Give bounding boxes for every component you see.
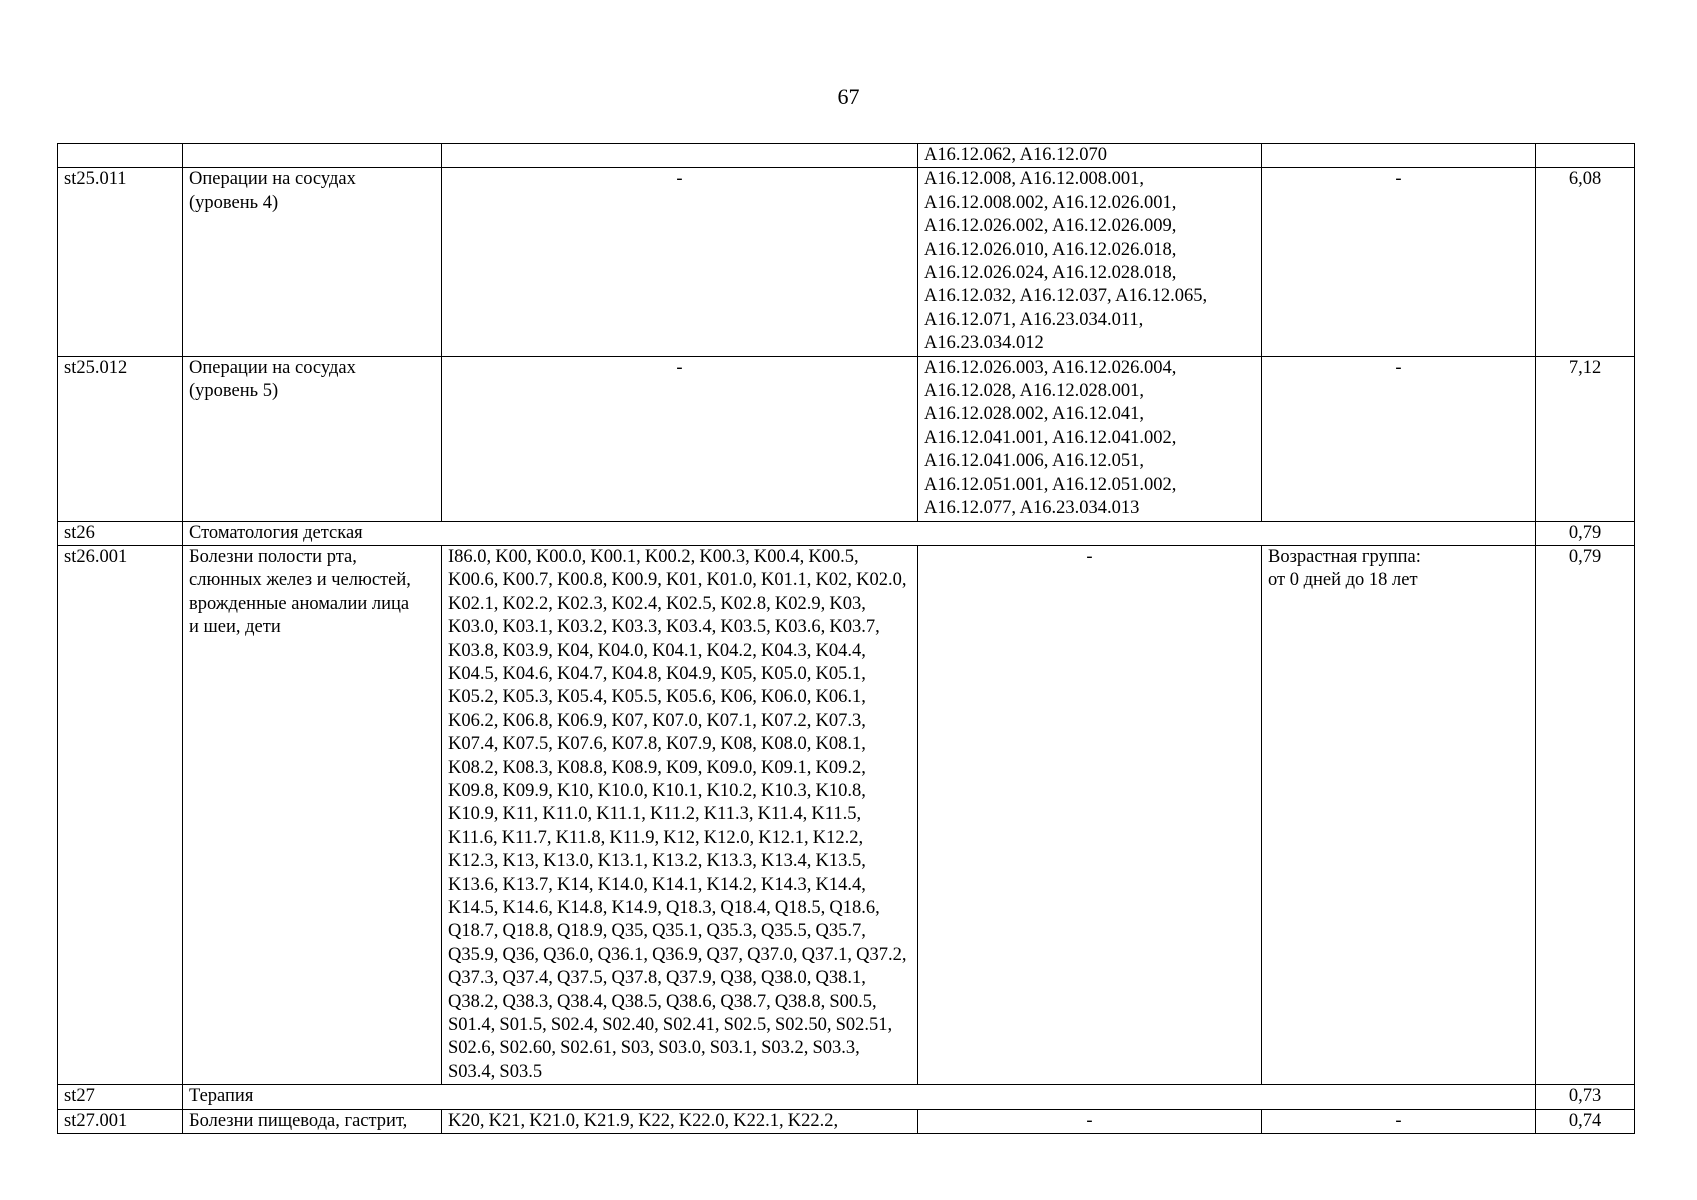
table-row xyxy=(58,168,1635,356)
ksg-code-cell xyxy=(58,144,183,168)
other-criteria-cell: - xyxy=(1262,1109,1536,1133)
table-row xyxy=(58,144,1635,168)
group-coefficient-cell: 0,73 xyxy=(1536,1085,1635,1109)
group-name-cell: Стоматология детская xyxy=(183,521,1536,545)
group-row xyxy=(58,1085,1635,1109)
service-codes-cell: A16.12.062, A16.12.070 xyxy=(918,144,1262,168)
table-row xyxy=(58,356,1635,521)
ksg-name-cell xyxy=(183,144,442,168)
group-name-cell: Терапия xyxy=(183,1085,1536,1109)
coefficient-cell: 6,08 xyxy=(1536,168,1635,356)
ksg-code-cell: st25.012 xyxy=(58,356,183,521)
service-codes-cell: A16.12.008, A16.12.008.001, A16.12.008.002, A16.12.026.001, A16.12.026.002, A16.12.026.009, A16.12.026.010, A16.12.026.018, A16.12.026.024, A16.12.028.018, A16.12.032, A16.12.037, A16.12.065, A16.12.071, A16.23.034.011, A16.23.034.012 xyxy=(918,168,1262,356)
ksg-code-cell: st25.011 xyxy=(58,168,183,356)
ksg-name-cell: Болезни пищевода, гастрит, xyxy=(183,1109,442,1133)
service-codes-cell: - xyxy=(918,545,1262,1084)
table-row xyxy=(58,545,1635,1084)
ksg-name-cell: Операции на сосудах (уровень 5) xyxy=(183,356,442,521)
group-code-cell: st27 xyxy=(58,1085,183,1109)
ksg-code-cell: st27.001 xyxy=(58,1109,183,1133)
ksg-name-cell: Болезни полости рта, слюнных желез и челюстей, врожденные аномалии лица и шеи, дети xyxy=(183,545,442,1084)
page-number: 67 xyxy=(837,84,860,109)
diagnosis-codes-cell: - xyxy=(442,356,918,521)
diagnosis-codes-cell: - xyxy=(442,168,918,356)
service-codes-cell: - xyxy=(918,1109,1262,1133)
other-criteria-cell: Возрастная группа: от 0 дней до 18 лет xyxy=(1262,545,1536,1084)
diagnosis-codes-cell: I86.0, K00, K00.0, K00.1, K00.2, K00.3, K00.4, K00.5, K00.6, K00.7, K00.8, K00.9, K01, K01.0, K01.1, K02, K02.0, K02.1, K02.2, K02.3, K02.4, K02.5, K02.8, K02.9, K03, K03.0, K03.1, K03.2, K03.3, K03.4, K03.5, K03.6, K03.7, K03.8, K03.9, K04, K04.0, K04.1, K04.2, K04.3, K04.4, K04.5, K04.6, K04.7, K04.8, K04.9, K05, K05.0, K05.1, K05.2, K05.3, K05.4, K05.5, K05.6, K06, K06.0, K06.1, K06.2, K06.8, K06.9, K07, K07.0, K07.1, K07.2, K07.3, K07.4, K07.5, K07.6, K07.8, K07.9, K08, K08.0, K08.1, K08.2, K08.3, K08.8, K08.9, K09, K09.0, K09.1, K09.2, K09.8, K09.9, K10, K10.0, K10.1, K10.2, K10.3, K10.8, K10.9, K11, K11.0, K11.1, K11.2, K11.3, K11.4, K11.5, K11.6, K11.7, K11.8, K11.9, K12, K12.0, K12.1, K12.2, K12.3, K13, K13.0, K13.1, K13.2, K13.3, K13.4, K13.5, K13.6, K13.7, K14, K14.0, K14.1, K14.2, K14.3, K14.4, K14.5, K14.6, K14.8, K14.9, Q18.3, Q18.4, Q18.5, Q18.6, Q18.7, Q18.8, Q18.9, Q35, Q35.1, Q35.3, Q35.5, Q35.7, Q35.9, Q36, Q36.0, Q36.1, Q36.9, Q37, Q37.0, Q37.1, Q37.2, Q37.3, Q37.4, Q37.5, Q37.8, Q37.9, Q38, Q38.0, Q38.1, Q38.2, Q38.3, Q38.4, Q38.5, Q38.6, Q38.7, Q38.8, S00.5, S01.4, S01.5, S02.4, S02.40, S02.41, S02.5, S02.50, S02.51, S02.6, S02.60, S02.61, S03, S03.0, S03.1, S03.2, S03.3, S03.4, S03.5 xyxy=(442,545,918,1084)
diagnosis-codes-cell xyxy=(442,144,918,168)
coefficient-cell: 7,12 xyxy=(1536,356,1635,521)
ksg-name-cell: Операции на сосудах (уровень 4) xyxy=(183,168,442,356)
ksg-code-cell: st26.001 xyxy=(58,545,183,1084)
group-row xyxy=(58,521,1635,545)
table-row xyxy=(58,1109,1635,1133)
group-code-cell: st26 xyxy=(58,521,183,545)
group-coefficient-cell: 0,79 xyxy=(1536,521,1635,545)
service-codes-cell: A16.12.026.003, A16.12.026.004, A16.12.028, A16.12.028.001, A16.12.028.002, A16.12.041, A16.12.041.001, A16.12.041.002, A16.12.041.006, A16.12.051, A16.12.051.001, A16.12.051.002, A16.12.077, A16.23.034.013 xyxy=(918,356,1262,521)
coefficient-cell: 0,74 xyxy=(1536,1109,1635,1133)
diagnosis-codes-cell: K20, K21, K21.0, K21.9, K22, K22.0, K22.1, K22.2, xyxy=(442,1109,918,1133)
other-criteria-cell: - xyxy=(1262,168,1536,356)
coefficient-cell: 0,79 xyxy=(1536,545,1635,1084)
other-criteria-cell: - xyxy=(1262,356,1536,521)
tariff-table xyxy=(57,143,1635,1134)
other-criteria-cell xyxy=(1262,144,1536,168)
coefficient-cell xyxy=(1536,144,1635,168)
